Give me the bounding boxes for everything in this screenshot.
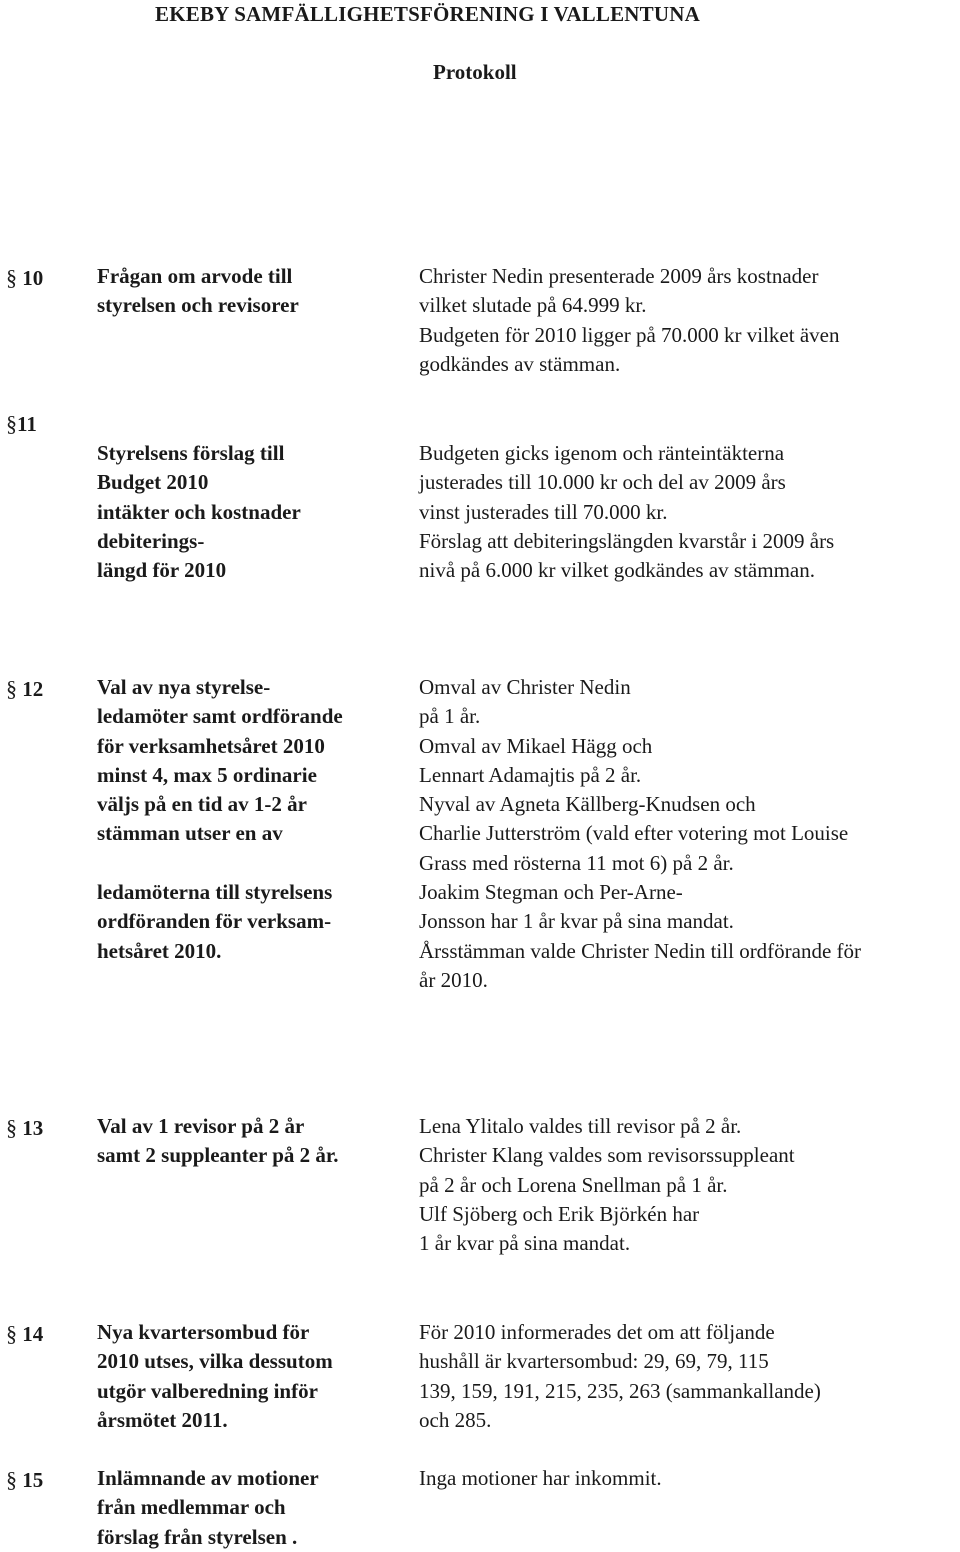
decision-line: år 2010. bbox=[419, 967, 488, 992]
section-symbol: § bbox=[6, 265, 17, 290]
topic-line: Val av nya styrelse- bbox=[97, 675, 271, 699]
decision-line: nivå på 6.000 kr vilket godkändes av stämman. bbox=[419, 558, 815, 583]
decision-line: på 2 år och Lorena Snellman på 1 år. bbox=[419, 1172, 728, 1197]
decision-line: godkändes av stämman. bbox=[419, 351, 621, 376]
decision-line: och 285. bbox=[419, 1407, 492, 1432]
topic-line: förslag från styrelsen . bbox=[97, 1524, 298, 1549]
topic-line: ordföranden för verksam- bbox=[97, 909, 332, 934]
topic-line: väljs på en tid av 1-2 år bbox=[97, 792, 307, 817]
section-number bbox=[6, 1467, 43, 1493]
decision-line: Charlie Jutterström (vald efter votering mot Louise bbox=[419, 821, 849, 846]
section-symbol: § bbox=[6, 1467, 17, 1492]
decision-line: 139, 159, 191, 215, 235, 263 (sammankallande) bbox=[419, 1378, 821, 1403]
decision-line: Christer Nedin presenterade 2009 års kostnader bbox=[419, 264, 819, 288]
section-topic bbox=[97, 1112, 402, 1171]
topic-line: från medlemmar och bbox=[97, 1495, 286, 1520]
decision-line: på 1 år. bbox=[419, 704, 481, 729]
decision-line: Lena Ylitalo valdes till revisor på 2 år. bbox=[419, 1114, 742, 1138]
decision-line: Förslag att debiteringslängden kvarstår i 2009 års bbox=[419, 528, 835, 553]
section-number bbox=[6, 411, 37, 437]
section-topic bbox=[97, 1464, 402, 1552]
section-decision bbox=[419, 1464, 959, 1493]
section-decision bbox=[419, 1318, 959, 1435]
section-symbol: § bbox=[6, 1321, 17, 1346]
decision-line: Christer Klang valdes som revisorssuppleant bbox=[419, 1143, 795, 1168]
topic-line: Val av 1 revisor på 2 år bbox=[97, 1114, 305, 1138]
topic-line: ledamöterna till styrelsens bbox=[97, 880, 333, 905]
topic-line: intäkter och kostnader bbox=[97, 499, 301, 524]
decision-line: Inga motioner har inkommit. bbox=[419, 1466, 662, 1490]
topic-line: för verksamhetsåret 2010 bbox=[97, 733, 325, 758]
section-number bbox=[6, 1115, 43, 1141]
topic-line: styrelsen och revisorer bbox=[97, 293, 299, 318]
section-topic bbox=[97, 673, 402, 966]
decision-line: För 2010 informerades det om att följande bbox=[419, 1320, 775, 1344]
topic-line bbox=[97, 849, 402, 878]
topic-line: längd för 2010 bbox=[97, 558, 227, 583]
decision-line: Årsstämman valde Christer Nedin till ordförande för bbox=[419, 938, 862, 963]
topic-line: Frågan om arvode till bbox=[97, 264, 293, 288]
topic-line: samt 2 suppleanter på 2 år. bbox=[97, 1143, 339, 1168]
section-symbol: § bbox=[6, 411, 17, 436]
topic-line: årsmötet 2011. bbox=[97, 1407, 228, 1432]
section-topic bbox=[97, 262, 402, 321]
organization-title: EKEBY SAMFÄLLIGHETSFÖRENING I VALLENTUNA bbox=[155, 2, 700, 26]
document-type: Protokoll bbox=[433, 60, 517, 84]
section-number-value: 11 bbox=[17, 412, 37, 436]
decision-line: vilket slutade på 64.999 kr. bbox=[419, 293, 647, 318]
topic-line: debiterings- bbox=[97, 528, 205, 553]
topic-line: ledamöter samt ordförande bbox=[97, 704, 343, 729]
topic-line: Inlämnande av motioner bbox=[97, 1466, 319, 1490]
section-number bbox=[6, 1321, 43, 1347]
decision-line: Omval av Christer Nedin bbox=[419, 675, 631, 699]
section-decision bbox=[419, 439, 959, 585]
section-number-value: 13 bbox=[22, 1116, 44, 1140]
decision-line: Nyval av Agneta Källberg-Knudsen och bbox=[419, 792, 756, 817]
decision-line: Budgeten gicks igenom och ränteintäkterna bbox=[419, 441, 785, 465]
decision-line: Joakim Stegman och Per-Arne- bbox=[419, 880, 683, 905]
section-decision bbox=[419, 262, 959, 379]
section-decision bbox=[419, 673, 959, 995]
decision-line: hushåll är kvartersombud: 29, 69, 79, 115 bbox=[419, 1349, 769, 1374]
decision-line: justerades till 10.000 kr och del av 2009 års bbox=[419, 470, 786, 495]
section-number bbox=[6, 265, 43, 291]
decision-line: vinst justerades till 70.000 kr. bbox=[419, 499, 668, 524]
section-decision bbox=[419, 1112, 959, 1258]
decision-line: Grass med rösterna 11 mot 6) på 2 år. bbox=[419, 850, 734, 875]
topic-line: Styrelsens förslag till bbox=[97, 441, 285, 465]
decision-line: Lennart Adamajtis på 2 år. bbox=[419, 762, 642, 787]
section-symbol: § bbox=[6, 676, 17, 701]
section-topic bbox=[97, 439, 402, 585]
decision-line: 1 år kvar på sina mandat. bbox=[419, 1231, 631, 1256]
section-number-value: 15 bbox=[22, 1468, 44, 1492]
topic-line: hetsåret 2010. bbox=[97, 938, 222, 963]
decision-line: Budgeten för 2010 ligger på 70.000 kr vilket även bbox=[419, 322, 840, 347]
section-number-value: 10 bbox=[22, 266, 44, 290]
section-number bbox=[6, 676, 43, 702]
section-symbol: § bbox=[6, 1115, 17, 1140]
topic-line: stämman utser en av bbox=[97, 821, 283, 846]
decision-line: Jonsson har 1 år kvar på sina mandat. bbox=[419, 909, 734, 934]
decision-line: Ulf Sjöberg och Erik Björkén har bbox=[419, 1201, 700, 1226]
topic-line: utgör valberedning inför bbox=[97, 1378, 318, 1403]
decision-line: Omval av Mikael Hägg och bbox=[419, 733, 653, 758]
topic-line: Nya kvartersombud för bbox=[97, 1320, 310, 1344]
topic-line: 2010 utses, vilka dessutom bbox=[97, 1349, 333, 1374]
topic-line: minst 4, max 5 ordinarie bbox=[97, 762, 317, 787]
topic-line: Budget 2010 bbox=[97, 470, 209, 495]
section-topic bbox=[97, 1318, 402, 1435]
section-number-value: 12 bbox=[22, 677, 44, 701]
section-number-value: 14 bbox=[22, 1322, 44, 1346]
